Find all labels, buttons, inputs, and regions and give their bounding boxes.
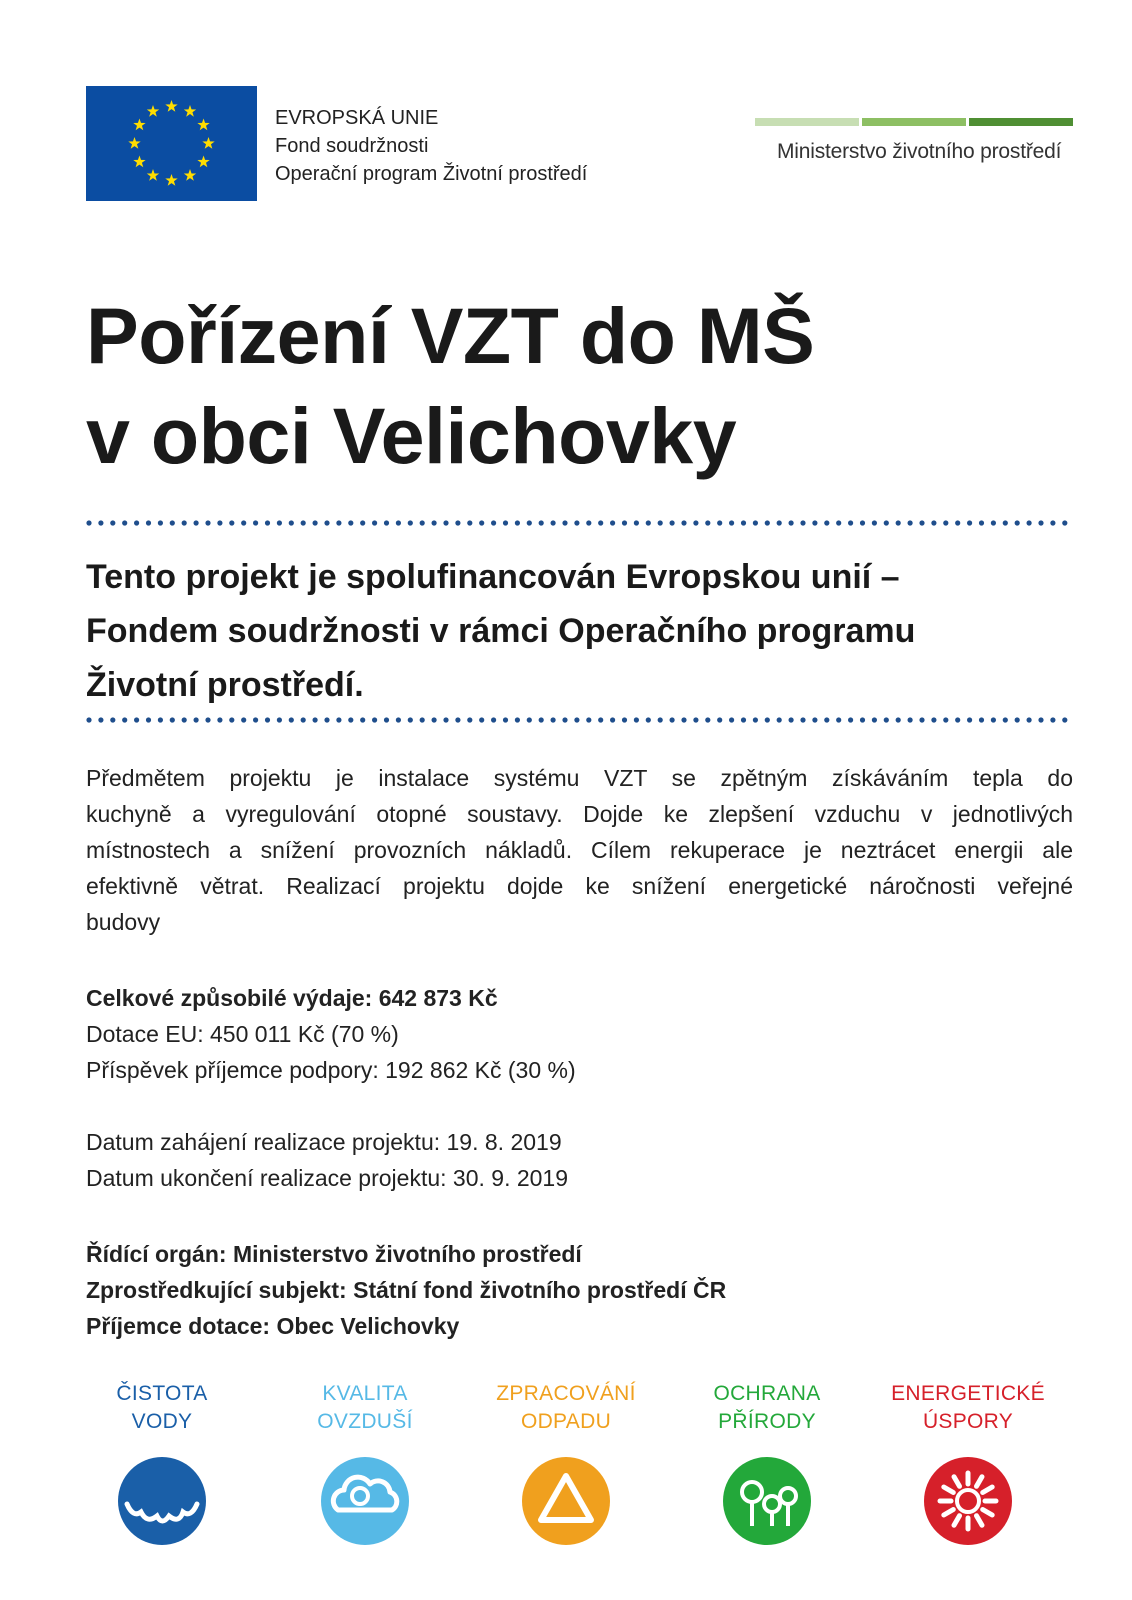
- divider-dot: [800, 717, 805, 722]
- divider-dot: [229, 520, 234, 525]
- category-water: [67, 1380, 257, 1551]
- divider-dot: [729, 717, 734, 722]
- divider-dot: [1015, 717, 1020, 722]
- dotted-divider-top: [86, 520, 1073, 526]
- divider-dot: [134, 717, 139, 722]
- divider-dot: [1038, 717, 1043, 722]
- lead-line-3: Životní prostředí.: [86, 666, 364, 704]
- ministry-logo-bars: [755, 118, 1073, 126]
- category-label-2: ÚSPORY: [922, 1410, 1014, 1433]
- divider-dot: [336, 717, 341, 722]
- divider-dot: [931, 520, 936, 525]
- divider-dot: [681, 717, 686, 722]
- divider-dot: [562, 520, 567, 525]
- recycle-triangle-icon: [521, 1456, 611, 1546]
- divider-dot: [586, 717, 591, 722]
- ministry-bar-1: [755, 118, 859, 126]
- divider-dot: [539, 717, 544, 722]
- divider-dot: [420, 520, 425, 525]
- divider-dot: [301, 717, 306, 722]
- divider-dot: [336, 520, 341, 525]
- divider-dot: [765, 717, 770, 722]
- category-label-2: OVZDUŠÍ: [317, 1410, 413, 1433]
- divider-dot: [586, 520, 591, 525]
- project-description: [86, 760, 1073, 940]
- divider-dot: [205, 717, 210, 722]
- divider-dot: [860, 520, 865, 525]
- dotted-divider-bottom: [86, 717, 1073, 723]
- divider-dot: [134, 520, 139, 525]
- divider-dot: [420, 717, 425, 722]
- divider-dot: [646, 520, 651, 525]
- divider-dot: [146, 520, 151, 525]
- divider-dot: [1050, 717, 1055, 722]
- divider-dot: [812, 520, 817, 525]
- divider-dot: [610, 717, 615, 722]
- divider-dot: [170, 520, 175, 525]
- total-costs: Celkové způsobilé výdaje: 642 873 Kč: [86, 985, 498, 1011]
- divider-dot: [872, 717, 877, 722]
- divider-dot: [658, 717, 663, 722]
- eu-star: [133, 119, 145, 131]
- divider-dot: [182, 717, 187, 722]
- eu-line-2: Fond soudržnosti: [275, 135, 429, 157]
- divider-dot: [598, 717, 603, 722]
- divider-dot: [110, 520, 115, 525]
- description-line-4: efektivně větrat. Realizací projektu dojde ke snížení energetické náročnosti veřejné: [86, 873, 1073, 899]
- divider-dot: [277, 717, 282, 722]
- divider-dot: [551, 520, 556, 525]
- divider-dot: [800, 520, 805, 525]
- divider-dot: [848, 520, 853, 525]
- divider-dot: [896, 717, 901, 722]
- divider-dot: [848, 717, 853, 722]
- description-line-3: místnostech a snížení provozních nákladů. Cílem rekuperace je neztrácet energii ale: [86, 837, 1073, 863]
- divider-dot: [919, 717, 924, 722]
- divider-dot: [313, 717, 318, 722]
- divider-dot: [384, 717, 389, 722]
- category-air: [270, 1380, 460, 1551]
- intermediate-body: Zprostředkující subjekt: Státní fond životního prostředí ČR: [86, 1277, 727, 1303]
- lead-line-2: Fondem soudržnosti v rámci Operačního programu: [86, 612, 916, 650]
- divider-dot: [753, 520, 758, 525]
- cofinancing-statement: [86, 550, 1076, 712]
- organizations-section: [86, 1236, 726, 1344]
- divider-dot: [360, 520, 365, 525]
- divider-dot: [348, 717, 353, 722]
- title-line-1: Pořízení VZT do MŠ: [86, 291, 815, 380]
- divider-dot: [479, 520, 484, 525]
- divider-dot: [324, 717, 329, 722]
- category-nature: [672, 1380, 862, 1551]
- divider-dot: [943, 717, 948, 722]
- divider-dot: [277, 520, 282, 525]
- divider-dot: [812, 717, 817, 722]
- eu-star: [133, 156, 145, 168]
- dates-section: [86, 1124, 568, 1196]
- divider-dot: [491, 520, 496, 525]
- divider-dot: [539, 520, 544, 525]
- divider-dot: [1015, 520, 1020, 525]
- divider-dot: [765, 520, 770, 525]
- eu-star: [184, 169, 196, 181]
- divider-dot: [86, 717, 91, 722]
- divider-dot: [372, 520, 377, 525]
- divider-dot: [98, 717, 103, 722]
- eu-line-1: EVROPSKÁ UNIE: [275, 107, 439, 129]
- divider-dot: [1003, 520, 1008, 525]
- divider-dot: [158, 717, 163, 722]
- divider-dot: [479, 717, 484, 722]
- divider-dot: [955, 520, 960, 525]
- divider-dot: [384, 520, 389, 525]
- divider-dot: [396, 717, 401, 722]
- category-label-1: ČISTOTA: [116, 1382, 208, 1405]
- divider-dot: [896, 520, 901, 525]
- divider-dot: [455, 717, 460, 722]
- divider-dot: [551, 717, 556, 722]
- category-label-1: KVALITA: [322, 1382, 408, 1405]
- divider-dot: [610, 520, 615, 525]
- divider-dot: [622, 520, 627, 525]
- divider-dot: [919, 520, 924, 525]
- divider-dot: [289, 520, 294, 525]
- water-icon: [117, 1456, 207, 1546]
- eu-program-text: [275, 104, 587, 188]
- divider-dot: [872, 520, 877, 525]
- divider-dot: [1038, 520, 1043, 525]
- divider-dot: [158, 520, 163, 525]
- divider-dot: [110, 717, 115, 722]
- divider-dot: [467, 717, 472, 722]
- page-title: [86, 286, 814, 486]
- divider-dot: [908, 520, 913, 525]
- category-label-1: ENERGETICKÉ: [891, 1382, 1045, 1405]
- divider-dot: [146, 717, 151, 722]
- eu-star: [128, 137, 140, 149]
- divider-dot: [908, 717, 913, 722]
- divider-dot: [170, 717, 175, 722]
- recipient-contribution: Příspěvek příjemce podpory: 192 862 Kč (30 %): [86, 1057, 576, 1083]
- divider-dot: [503, 717, 508, 722]
- divider-dot: [967, 520, 972, 525]
- divider-dot: [194, 717, 199, 722]
- divider-dot: [741, 520, 746, 525]
- divider-dot: [527, 520, 532, 525]
- description-line-5: budovy: [86, 909, 161, 935]
- divider-dot: [562, 717, 567, 722]
- divider-dot: [408, 717, 413, 722]
- divider-dot: [670, 717, 675, 722]
- divider-dot: [824, 520, 829, 525]
- divider-dot: [777, 520, 782, 525]
- divider-dot: [122, 520, 127, 525]
- divider-dot: [884, 717, 889, 722]
- trees-icon: [722, 1456, 812, 1546]
- divider-dot: [182, 520, 187, 525]
- divider-dot: [824, 717, 829, 722]
- divider-dot: [455, 520, 460, 525]
- costs-section: [86, 980, 576, 1088]
- ministry-name: Ministerstvo životního prostředí: [777, 140, 1062, 163]
- divider-dot: [515, 520, 520, 525]
- start-date: Datum zahájení realizace projektu: 19. 8. 2019: [86, 1129, 562, 1155]
- divider-dot: [884, 520, 889, 525]
- divider-dot: [527, 717, 532, 722]
- grant-recipient: Příjemce dotace: Obec Velichovky: [86, 1313, 460, 1339]
- eu-star: [165, 174, 177, 186]
- divider-dot: [86, 520, 91, 525]
- divider-dot: [777, 717, 782, 722]
- divider-dot: [324, 520, 329, 525]
- divider-dot: [836, 520, 841, 525]
- divider-dot: [1003, 717, 1008, 722]
- eu-flag-logo: [86, 86, 257, 201]
- divider-dot: [443, 717, 448, 722]
- divider-dot: [1027, 717, 1032, 722]
- divider-dot: [217, 717, 222, 722]
- sun-icon: [923, 1456, 1013, 1546]
- divider-dot: [574, 717, 579, 722]
- cloud-icon: [320, 1456, 410, 1546]
- end-date: Datum ukončení realizace projektu: 30. 9. 2019: [86, 1165, 569, 1191]
- category-energy: [873, 1380, 1063, 1551]
- divider-dot: [229, 717, 234, 722]
- divider-dot: [443, 520, 448, 525]
- divider-dot: [943, 520, 948, 525]
- divider-dot: [1062, 717, 1067, 722]
- eu-grant: Dotace EU: 450 011 Kč (70 %): [86, 1021, 399, 1047]
- divider-dot: [122, 717, 127, 722]
- divider-dot: [467, 520, 472, 525]
- eu-stars-icon: [86, 86, 257, 201]
- divider-dot: [646, 717, 651, 722]
- description-line-1: Předmětem projektu je instalace systému VZT se zpětným získáváním tepla do: [86, 765, 1073, 791]
- divider-dot: [194, 520, 199, 525]
- divider-dot: [729, 520, 734, 525]
- category-label-2: PŘÍRODY: [718, 1410, 816, 1433]
- divider-dot: [860, 717, 865, 722]
- divider-dot: [598, 520, 603, 525]
- eu-star: [197, 156, 209, 168]
- divider-dot: [432, 717, 437, 722]
- eu-star: [184, 105, 196, 117]
- divider-dot: [289, 717, 294, 722]
- divider-dot: [515, 717, 520, 722]
- divider-dot: [705, 717, 710, 722]
- divider-dot: [396, 520, 401, 525]
- divider-dot: [634, 520, 639, 525]
- eu-star: [147, 169, 159, 181]
- divider-dot: [836, 717, 841, 722]
- title-line-2: v obci Velichovky: [86, 391, 737, 480]
- divider-dot: [301, 520, 306, 525]
- divider-dot: [372, 717, 377, 722]
- eu-star: [165, 100, 177, 112]
- divider-dot: [931, 717, 936, 722]
- divider-dot: [432, 520, 437, 525]
- divider-dot: [503, 520, 508, 525]
- divider-dot: [979, 520, 984, 525]
- divider-dot: [1062, 520, 1067, 525]
- divider-dot: [348, 520, 353, 525]
- divider-dot: [408, 520, 413, 525]
- ministry-bar-2: [862, 118, 966, 126]
- divider-dot: [717, 717, 722, 722]
- divider-dot: [789, 520, 794, 525]
- divider-dot: [955, 717, 960, 722]
- category-label-1: OCHRANA: [713, 1382, 821, 1405]
- divider-dot: [217, 520, 222, 525]
- divider-dot: [658, 520, 663, 525]
- divider-dot: [634, 717, 639, 722]
- divider-dot: [1050, 520, 1055, 525]
- divider-dot: [1027, 520, 1032, 525]
- description-line-2: kuchyně a vyregulování otopné soustavy. Dojde ke zlepšení vzduchu v jednotlivých: [86, 801, 1073, 827]
- category-label-2: VODY: [131, 1410, 193, 1433]
- divider-dot: [705, 520, 710, 525]
- eu-star: [147, 105, 159, 117]
- divider-dot: [98, 520, 103, 525]
- divider-dot: [241, 717, 246, 722]
- divider-dot: [622, 717, 627, 722]
- ministry-bar-3: [969, 118, 1073, 126]
- divider-dot: [491, 717, 496, 722]
- divider-dot: [681, 520, 686, 525]
- eu-star: [197, 119, 209, 131]
- divider-dot: [991, 520, 996, 525]
- divider-dot: [670, 520, 675, 525]
- eu-line-3: Operační program Životní prostředí: [275, 163, 588, 185]
- divider-dot: [789, 717, 794, 722]
- category-label-2: ODPADU: [520, 1410, 612, 1433]
- managing-authority: Řídící orgán: Ministerstvo životního prostředí: [86, 1241, 582, 1267]
- divider-dot: [979, 717, 984, 722]
- divider-dot: [205, 520, 210, 525]
- divider-dot: [693, 717, 698, 722]
- divider-dot: [253, 717, 258, 722]
- divider-dot: [313, 520, 318, 525]
- divider-dot: [265, 520, 270, 525]
- divider-dot: [241, 520, 246, 525]
- eu-star: [202, 137, 214, 149]
- divider-dot: [574, 520, 579, 525]
- divider-dot: [967, 717, 972, 722]
- category-waste: [471, 1380, 661, 1551]
- divider-dot: [741, 717, 746, 722]
- category-label-1: ZPRACOVÁNÍ: [496, 1382, 636, 1405]
- divider-dot: [753, 717, 758, 722]
- lead-line-1: Tento projekt je spolufinancován Evropskou unií –: [86, 558, 900, 596]
- divider-dot: [265, 717, 270, 722]
- divider-dot: [360, 717, 365, 722]
- divider-dot: [991, 717, 996, 722]
- divider-dot: [253, 520, 258, 525]
- divider-dot: [717, 520, 722, 525]
- divider-dot: [693, 520, 698, 525]
